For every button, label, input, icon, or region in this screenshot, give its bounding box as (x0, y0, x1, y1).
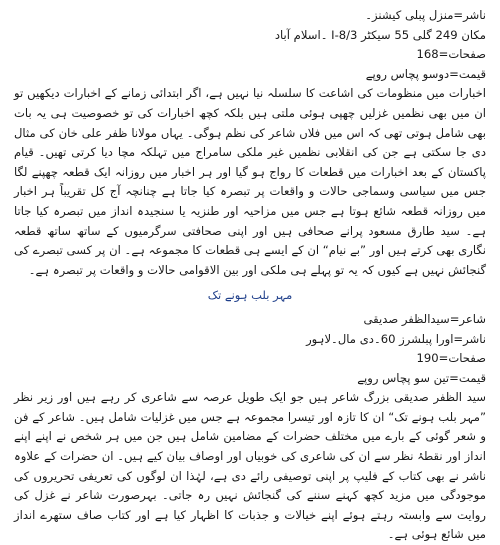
review-body: سید الظفر صدیقی بزرگ شاعر ہیں جو ایک طویل عرصہ سے شاعری کر رہے ہیں اور زیر نظر ”مہر بلب ہونے تک“ ان کا تازہ اور تیسرا مجموعہ ہے جس میں غزلیات شامل ہیں۔ شاعر کے فن و شعر گوئی کے بارے میں مختلف حضرات کے مضامین شامل ہیں جن میں ہر شخص نے اپنے اپنے انداز اور نقطۂ نظر سے ان کی شاعری کی خوبیاں اور اوصاف بیان کیے ہیں۔ ان حضرات کے علاوہ ناشر نے بھی کتاب کے فلیپ پر اپنی توصیفی رائے دی ہے، لہٰذا ان لوگوں کی تعریفی تحریروں کی موجودگی میں مزید کچھ کہنے سننے کی گنجائش نہیں رہ جاتی۔ بہرصورت شاعر نے غزل کی روایت سے وابستہ رہتے ہوئے اپنے خیالات و جذبات کا اظہار کیا ہے اور کتاب صاف ستھرے انداز میں شائع ہوئی ہے۔ (14, 390, 486, 542)
pages-line: صفحات=190 (416, 351, 486, 366)
review-body: اخبارات میں منظومات کی اشاعت کا سلسلہ نیا نہیں ہے، اگر ابتدائی زمانے کے اخبارات دیکھیں تو ان میں بھی نظمیں غزلیں چھپی ہوئی ملتی ہیں بلکہ کچھ اخبارات کی تو خصوصیت ہی یہ بات بھی شامل ہوتی تھی کہ اس میں فلاں شاعر کی نظم ہوگی۔ یہاں مولانا ظفر علی خان کی مثال دی جا سکتی ہے جن کی انقلابی نظمیں غیر ملکی سامراج میں تہلکہ مچا دیا کرتی تھیں۔ قیام پاکستان کے بعد اخبارات میں قطعات کا رواج ہو گیا اور ہر اخبار میں روزانہ ایک قطعہ چھپنے لگا جس میں سیاسی وسماجی حالات و واقعات پر تبصرہ کیا جاتا ہے چنانچہ آج کل تقریباً ہر اخبار میں روزانہ قطعہ شائع ہوتا ہے جس میں مزاحیہ اور طنزیہ یا سنجیدہ انداز میں تبصرہ کیا جاتا ہے۔ سید طارق مسعود پرانے صحافی ہیں اور اپنی صحافتی سرگرمیوں کے ساتھ ساتھ قطعہ نگاری بھی کرتے ہیں اور ”بے نیام“ ان کے ایسے ہی قطعات کا مجموعہ ہے۔ ان پر کسی تبصرے کی گنجائش نہیں ہے کیوں کہ یہ تو پہلے ہی ملکی اور بین الاقوامی حالات و واقعات پر تبصرہ ہے۔ (14, 86, 486, 277)
poet-line: شاعر=سیدالظفر صدیقی (363, 311, 486, 326)
address-line: مکان 249 گلی 55 سیکٹر I-8/3 ۔اسلام آباد (274, 27, 486, 42)
pages-line: صفحات=168 (416, 47, 486, 62)
price-line: قیمت=دوسو پچاس روپے (365, 66, 486, 81)
price-line: قیمت=تین سو پچاس روپے (357, 370, 486, 385)
publisher-line: ناشر=اورا پبلشرز 60۔دی مال۔لاہور (306, 331, 486, 346)
publisher-line: ناشر=منزل پبلی کیشنز۔ (365, 8, 486, 22)
book-title-heading: مہر بلب ہونے تک (207, 288, 293, 303)
